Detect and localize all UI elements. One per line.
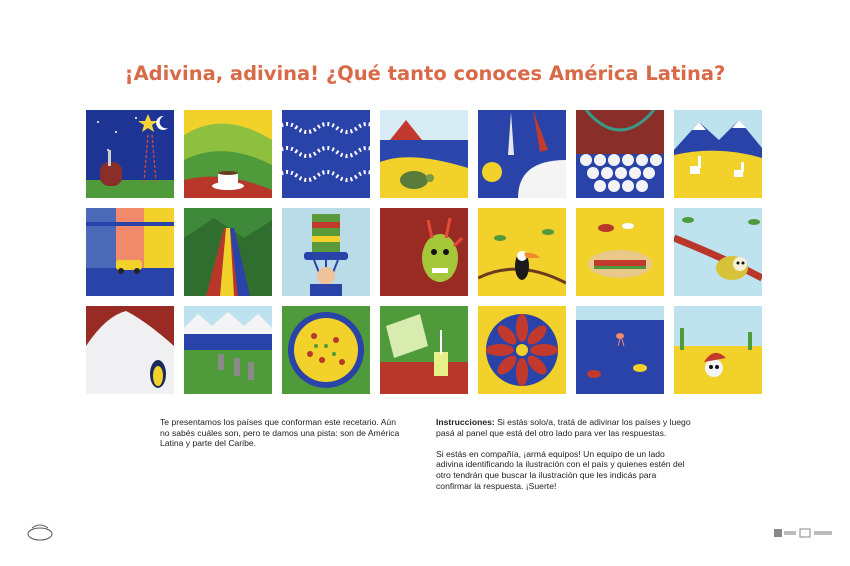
waves-tile: [282, 110, 370, 198]
waves-icon: [282, 110, 370, 198]
skull-icon: [674, 306, 762, 394]
mate-night-tile: [86, 110, 174, 198]
obelisk-tile: [478, 110, 566, 198]
road-icon: [184, 208, 272, 296]
hat-man-tile: [282, 208, 370, 296]
instructions-text-1: Si estás solo/a, tratá de adivinar los países y luego pasá al panel que está del otro lado para ver las respuestas.: [436, 417, 691, 438]
intro-text: Te presentamos los países que conforman este recetario. Aún no sabés cuáles son, pero te damos una pista: son de América Latina y parte del Caribe.: [160, 417, 400, 449]
moai-icon: [184, 306, 272, 394]
coffee-cup-icon: [184, 110, 272, 198]
moai-lake-tile: [184, 306, 272, 394]
penguin-glacier-tile: [86, 306, 174, 394]
pitcher-icon: [380, 306, 468, 394]
coffee-hills-tile: [184, 110, 272, 198]
hat-icon: [282, 208, 370, 296]
sloth-tile: [674, 208, 762, 296]
instructions-paragraph-2: Si estás en compañía, ¡armá equipos! Un equipo de un lado adivina identificando la ilustración con el país y quienes estén del otro tendrán que buscar la ilustración que les indicás para confirmar la respuesta. ¡Suerte!: [436, 448, 685, 491]
brand-logo-icon: [26, 522, 54, 542]
llama-icon: [674, 110, 762, 198]
toucan-tile: [478, 208, 566, 296]
pearls-necklace-tile: [576, 110, 664, 198]
toucan-icon: [478, 208, 566, 296]
instructions-label: Instrucciones:: [436, 417, 495, 427]
rainbow-road-tile: [184, 208, 272, 296]
pan-icon: [282, 306, 370, 394]
mask-icon: [380, 208, 468, 296]
car-icon: [86, 208, 174, 296]
skull-desert-tile: [674, 306, 762, 394]
obelisk-icon: [478, 110, 566, 198]
turtle-icon: [380, 110, 468, 198]
page-title: ¡Adivina, adivina! ¿Qué tanto conoces América Latina?: [124, 62, 726, 85]
instructions-block: [436, 417, 691, 502]
mate-icon: [86, 110, 174, 198]
arepa-icon: [576, 208, 664, 296]
red-flower-tile: [478, 306, 566, 394]
volcano-turtle-tile: [380, 110, 468, 198]
colonial-street-car-tile: [86, 208, 174, 296]
instructions-paragraph-1: [436, 417, 691, 438]
pearls-icon: [576, 110, 664, 198]
fish-icon: [576, 306, 664, 394]
paella-tile: [282, 306, 370, 394]
flower-icon: [478, 306, 566, 394]
arepa-tile: [576, 208, 664, 296]
llama-mountains-tile: [674, 110, 762, 198]
partner-logos-icon: [774, 528, 834, 538]
vejigante-mask-tile: [380, 208, 468, 296]
sloth-icon: [674, 208, 762, 296]
lemonade-pitcher-tile: [380, 306, 468, 394]
penguin-icon: [86, 306, 174, 394]
fish-sea-tile: [576, 306, 664, 394]
